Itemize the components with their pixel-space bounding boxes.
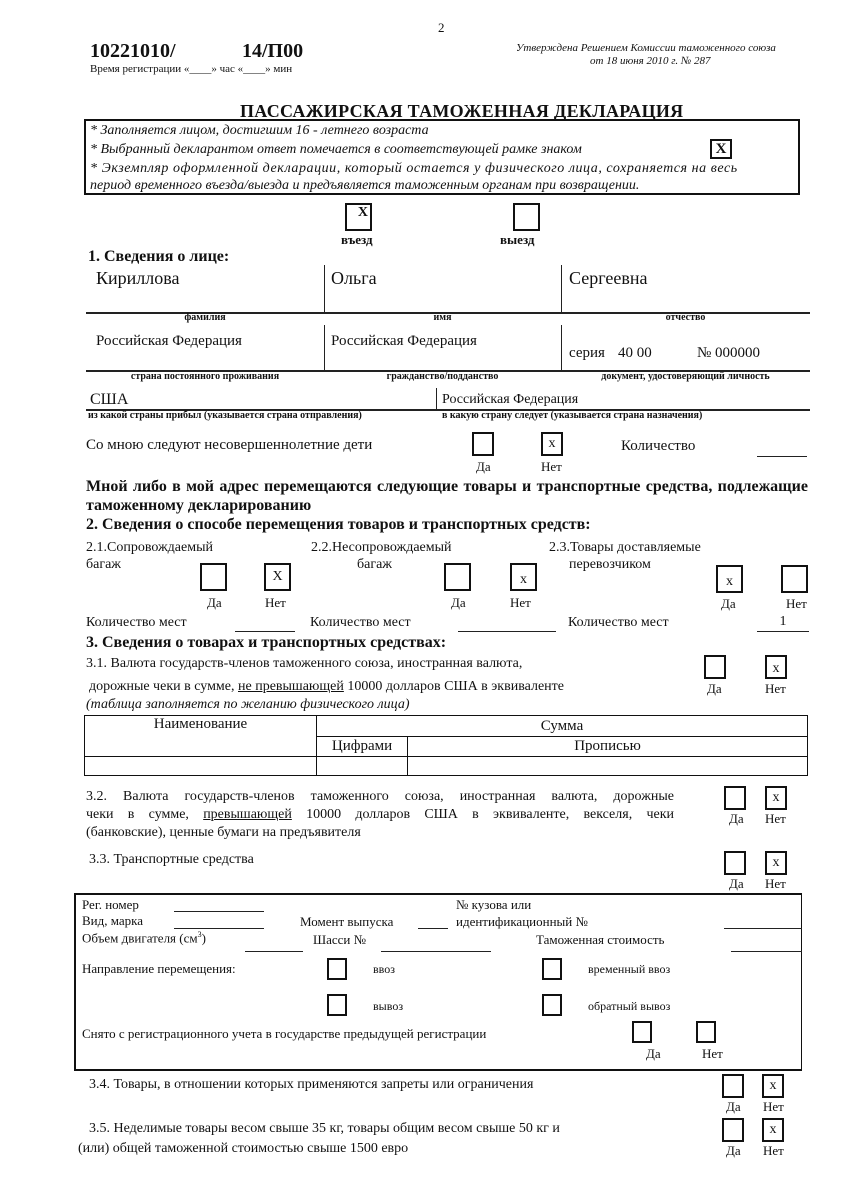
from-country-caption: из какой страны прибыл (указывается страна отправления): [88, 410, 362, 421]
minor-children-label: Со мною следуют несовершеннолетние дети: [86, 437, 373, 453]
temporary-import-label: временный ввоз: [588, 962, 671, 976]
q34-label: 3.4. Товары, в отношении которых применяются запреты или ограничения: [89, 1077, 534, 1092]
release-field[interactable]: [418, 928, 448, 929]
q32-yes-label: Да: [729, 811, 744, 826]
q33-label: 3.3. Транспортные средства: [89, 852, 254, 867]
q35-no-checkbox[interactable]: x: [762, 1118, 784, 1142]
carrier-no-label: Нет: [786, 596, 807, 611]
engine-label-text: Объем двигателя (см: [82, 930, 198, 946]
goods-intro: Мной либо в мой адрес перемещаются следующие товары и транспортные средства, подлежащие таможенному декларированию: [86, 478, 808, 514]
document-number-field[interactable]: 000000: [715, 345, 760, 361]
q34-no-checkbox[interactable]: x: [762, 1074, 784, 1098]
accompanied-baggage-label-2: багаж: [86, 557, 121, 572]
customs-value-field[interactable]: [731, 951, 802, 952]
unaccompanied-baggage-label-1: 2.2.Несопровождаемый: [311, 540, 452, 555]
make-field[interactable]: [174, 928, 264, 929]
section-2-heading: 2. Сведения о способе перемещения товаров и транспортных средств:: [86, 516, 591, 533]
carrier-no-checkbox[interactable]: [781, 565, 808, 593]
body-number-field[interactable]: [724, 928, 802, 929]
instruction-4: период временного въезда/выезда и предъявляется таможенным органам при возвращении.: [90, 178, 640, 193]
q33-yes-label: Да: [729, 876, 744, 891]
patronymic-caption: отчество: [665, 312, 706, 323]
deregistered-yes-checkbox[interactable]: [632, 1021, 652, 1043]
accompanied-yes-label: Да: [207, 595, 222, 610]
approval-line-1: Утверждена Решением Комиссии таможенного союза: [516, 42, 776, 54]
chassis-label: Шасси №: [313, 932, 367, 947]
q31-no-checkbox[interactable]: x: [765, 655, 787, 679]
make-label: Вид, марка: [82, 913, 144, 928]
q32-no-label: Нет: [765, 811, 786, 826]
instruction-2: * Выбранный декларантом ответ помечается в соответствующей рамке знаком: [90, 142, 582, 157]
carrier-yes-label: Да: [721, 596, 736, 611]
entry-label: въезд: [341, 232, 373, 247]
surname-caption: фамилия: [184, 312, 226, 323]
section-3-heading: 3. Сведения о товарах и транспортных средствах:: [86, 634, 447, 651]
name-field[interactable]: Ольга: [331, 268, 377, 288]
q32-line-2a: чеки в сумме,: [86, 807, 204, 822]
children-count-label: Количество: [621, 438, 696, 454]
currency-table: [84, 715, 808, 776]
accompanied-yes-checkbox[interactable]: [200, 563, 227, 591]
q31-yes-checkbox[interactable]: [704, 655, 726, 679]
body-number-label-2: идентификационный №: [456, 914, 588, 929]
export-label: вывоз: [373, 999, 404, 1013]
table-row: [85, 757, 808, 776]
vehicle-box: [74, 893, 802, 1071]
q32-line-1: 3.2. Валюта государств-членов таможенного союза, иностранная валюта, дорожные: [86, 789, 674, 804]
accompanied-baggage-label-1: 2.1.Сопровождаемый: [86, 540, 213, 555]
document-series-label: серия: [569, 345, 605, 361]
engine-label-close: ): [201, 930, 206, 946]
q32-yes-checkbox[interactable]: [724, 786, 746, 810]
q33-no-label: Нет: [765, 876, 786, 891]
carrier-yes-checkbox[interactable]: x: [716, 565, 743, 593]
q31-not-exceeding: не превышающей: [238, 679, 344, 694]
q31-line-2b: 10000 долларов США в эквиваленте: [343, 679, 564, 694]
document-number-label: №: [697, 345, 712, 361]
col-sum-header: Сумма: [317, 716, 808, 737]
engine-label-sup: 3: [197, 930, 202, 939]
instruction-3: * Экземпляр оформленной декларации, который остается у физического лица, сохраняется на весь: [90, 161, 738, 176]
accompanied-no-checkbox[interactable]: X: [264, 563, 291, 591]
q31-line-2a: дорожные чеки в сумме,: [89, 679, 238, 694]
document-series-field[interactable]: 40 00: [618, 345, 652, 361]
body-number-label-1: № кузова или: [456, 897, 532, 912]
q33-yes-checkbox[interactable]: [724, 851, 746, 875]
q35-yes-checkbox[interactable]: [722, 1118, 744, 1142]
document-caption: документ, удостоверяющий личность: [601, 371, 770, 382]
q34-no-label: Нет: [763, 1099, 784, 1114]
movement-direction-label: Направление перемещения:: [82, 961, 236, 976]
accompanied-places-field[interactable]: [235, 631, 295, 632]
deregistered-yes-label: Да: [646, 1046, 661, 1061]
reg-number-label: Рег. номер: [82, 897, 139, 912]
page-title: ПАССАЖИРСКАЯ ТАМОЖЕННАЯ ДЕКЛАРАЦИЯ: [240, 101, 684, 121]
mark-sample-box: X: [710, 139, 732, 159]
q33-no-checkbox[interactable]: x: [765, 851, 787, 875]
row-words-cell[interactable]: [408, 757, 808, 776]
accompanied-places-label: Количество мест: [86, 615, 187, 630]
engine-volume-label: [82, 930, 206, 946]
unaccompanied-places-label: Количество мест: [310, 615, 411, 630]
deregistered-no-label: Нет: [702, 1046, 723, 1061]
page-number: 2: [438, 20, 445, 35]
patronymic-field[interactable]: Сергеевна: [569, 268, 648, 288]
q34-yes-label: Да: [726, 1099, 741, 1114]
q35-yes-label: Да: [726, 1143, 741, 1158]
import-label: ввоз: [373, 962, 395, 976]
row-digits-cell[interactable]: [317, 757, 408, 776]
registration-time: Время регистрации «____» час «____» мин: [90, 63, 293, 75]
row-name-cell[interactable]: [85, 757, 317, 776]
approval-line-2: от 18 июня 2010 г. № 287: [590, 55, 711, 67]
name-caption: имя: [433, 312, 452, 323]
q35-line-2: (или) общей таможенной стоимостью свыше 1500 евро: [78, 1141, 409, 1156]
carrier-goods-label-2: перевозчиком: [569, 557, 651, 572]
export-checkbox[interactable]: [327, 994, 347, 1016]
q31-yes-label: Да: [707, 681, 722, 696]
col-digits-header: Цифрами: [317, 737, 408, 757]
q32-text: [86, 788, 674, 842]
unaccompanied-yes-checkbox[interactable]: [444, 563, 471, 591]
temporary-import-checkbox[interactable]: [542, 958, 562, 980]
to-country-caption: в какую страну следует (указывается страна назначения): [442, 410, 703, 421]
re-export-label: обратный вывоз: [588, 999, 671, 1013]
carrier-goods-label-1: 2.3.Товары доставляемые: [549, 540, 701, 555]
col-words-header: Прописью: [408, 737, 808, 757]
reg-number-field[interactable]: [174, 911, 264, 912]
exit-label: выезд: [500, 232, 535, 247]
table-note: (таблица заполняется по желанию физического лица): [86, 697, 410, 712]
unaccompanied-baggage-label-2: багаж: [357, 557, 392, 572]
residence-country-field[interactable]: Российская Федерация: [96, 333, 242, 349]
q34-yes-checkbox[interactable]: [722, 1074, 744, 1098]
instructions-box: [84, 119, 800, 195]
re-export-checkbox[interactable]: [542, 994, 562, 1016]
q35-no-label: Нет: [763, 1143, 784, 1158]
deregistered-no-checkbox[interactable]: [696, 1021, 716, 1043]
q35-line-1: 3.5. Неделимые товары весом свыше 35 кг, товары общим весом свыше 50 кг и: [89, 1121, 560, 1136]
entry-checkbox[interactable]: X: [345, 203, 372, 231]
q32-line-2: [86, 806, 674, 824]
import-checkbox[interactable]: [327, 958, 347, 980]
children-yes-checkbox[interactable]: [472, 432, 494, 456]
citizenship-caption: гражданство/подданство: [386, 371, 499, 382]
unaccompanied-places-field[interactable]: [458, 631, 556, 632]
q32-line-2b: 10000 долларов США в эквиваленте, векселя, чеки: [291, 807, 674, 822]
q32-no-checkbox[interactable]: x: [765, 786, 787, 810]
citizenship-field[interactable]: Российская Федерация: [331, 333, 477, 349]
q32-line-3: (банковские), ценные бумаги на предъявителя: [86, 825, 361, 840]
instruction-1: * Заполняется лицом, достигшим 16 - летнего возраста: [90, 123, 429, 138]
to-country-field[interactable]: Российская Федерация: [442, 392, 579, 407]
surname-field[interactable]: Кириллова: [96, 268, 180, 288]
section-1-heading: 1. Сведения о лице:: [88, 248, 230, 265]
customs-value-label: Таможенная стоимость: [536, 932, 665, 947]
children-yes-label: Да: [476, 459, 491, 474]
q31-no-label: Нет: [765, 681, 786, 696]
carrier-places-field[interactable]: 1: [757, 614, 809, 632]
residence-caption: страна постоянного проживания: [130, 371, 280, 382]
release-label: Момент выпуска: [300, 914, 394, 929]
accompanied-no-label: Нет: [265, 595, 286, 610]
q31-line-2: [89, 679, 564, 695]
children-no-label: Нет: [541, 459, 562, 474]
registration-number-left: 10221010/: [90, 40, 176, 62]
registration-number-right: 14/П00: [242, 40, 304, 62]
deregistered-label: Снято с регистрационного учета в государстве предыдущей регистрации: [82, 1026, 487, 1041]
unaccompanied-no-checkbox[interactable]: x: [510, 563, 537, 591]
children-no-checkbox[interactable]: x: [541, 432, 563, 456]
q32-exceeding: превышающей: [203, 807, 292, 822]
col-name-header: Наименование: [85, 716, 317, 757]
children-count-field[interactable]: [757, 456, 807, 457]
q31-line-1: 3.1. Валюта государств-членов таможенного союза, иностранная валюта,: [86, 656, 523, 671]
exit-checkbox[interactable]: [513, 203, 540, 231]
chassis-field[interactable]: [381, 951, 491, 952]
unaccompanied-no-label: Нет: [510, 595, 531, 610]
unaccompanied-yes-label: Да: [451, 595, 466, 610]
engine-volume-field[interactable]: [245, 951, 303, 952]
carrier-places-label: Количество мест: [568, 615, 669, 630]
from-country-field[interactable]: США: [90, 391, 129, 408]
